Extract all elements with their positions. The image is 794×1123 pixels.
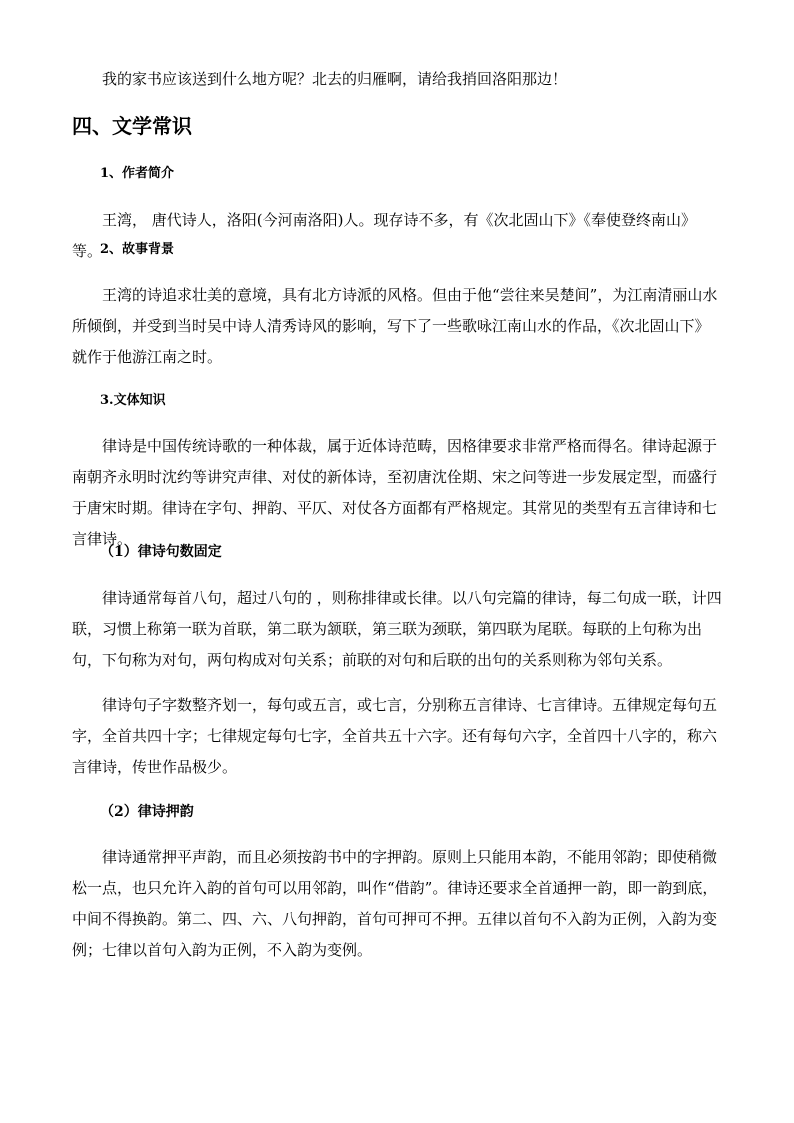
background-heading: 2、故事背景 bbox=[100, 242, 175, 257]
rule1-paragraph-2: 律诗句子字数整齐划一，每句或五言，或七言，分别称五言律诗、七言律诗。五律规定每句五字，全首共四十字；七律规定每句七字，全首共五十六字。还有每句六字，全首四十八字的，称六言律诗，传世作品极少。 bbox=[72, 696, 718, 776]
rule1-paragraph-1: 律诗通常每首八句，超过八句的 ，则称排律或长律。以八句完篇的律诗，每二句成一联，计四联，习惯上称第一联为首联，第二联为颔联，第三联为颈联，第四联为尾联。每联的上句称为出句，下句称为对句，两句构成对句关系；前联的对句和后联的出句的关系则称为邻句关系。 bbox=[72, 589, 722, 669]
intro-line: 我的家书应该送到什么地方呢？北去的归雁啊，请给我捎回洛阳那边！ bbox=[102, 70, 568, 88]
background-text: 王湾的诗追求壮美的意境，具有北方诗派的风格。但由于他“尝往来吴楚间”，为江南清丽山水所倾倒，并受到当时吴中诗人清秀诗风的影响，写下了一些歌咏江南山水的作品，《次北固山下》就作于他游江南之时。 bbox=[72, 286, 718, 366]
genre-text: 律诗是中国传统诗歌的一种体裁，属于近体诗范畴，因格律要求非常严格而得名。律诗起源于南朝齐永明时沈约等讲究声律、对仗的新体诗，至初唐沈佺期、宋之问等进一步发展定型，而盛行于唐宋时期。律诗在字句、押韵、平仄、对仗各方面都有严格规定。其常见的类型有五言律诗和七言律诗。 bbox=[72, 437, 718, 548]
author-text: 王湾， 唐代诗人，洛阳(今河南洛阳)人。现存诗不多，有《次北固山下》《奉使登终南山》等。 bbox=[72, 211, 696, 260]
genre-heading: 3.文体知识 bbox=[100, 393, 166, 408]
rule2-paragraph-1: 律诗通常押平声韵，而且必须按韵书中的字押韵。原则上只能用本韵，不能用邻韵；即使稍微松一点，也只允许入韵的首句可以用邻韵，叫作“借韵”。律诗还要求全首通押一韵，即一韵到底，中间不得换韵。第二、四、六、八句押韵，首句可押可不押。五律以首句不入韵为正例，入韵为变例；七律以首句入韵为正例，不入韵为变例。 bbox=[72, 848, 718, 959]
rule2-heading: （2）律诗押韵 bbox=[100, 804, 194, 820]
rule1-heading: （1）律诗句数固定 bbox=[100, 544, 222, 560]
author-heading: 1、作者简介 bbox=[100, 166, 175, 181]
section-title: 四、文学常识 bbox=[72, 114, 192, 138]
